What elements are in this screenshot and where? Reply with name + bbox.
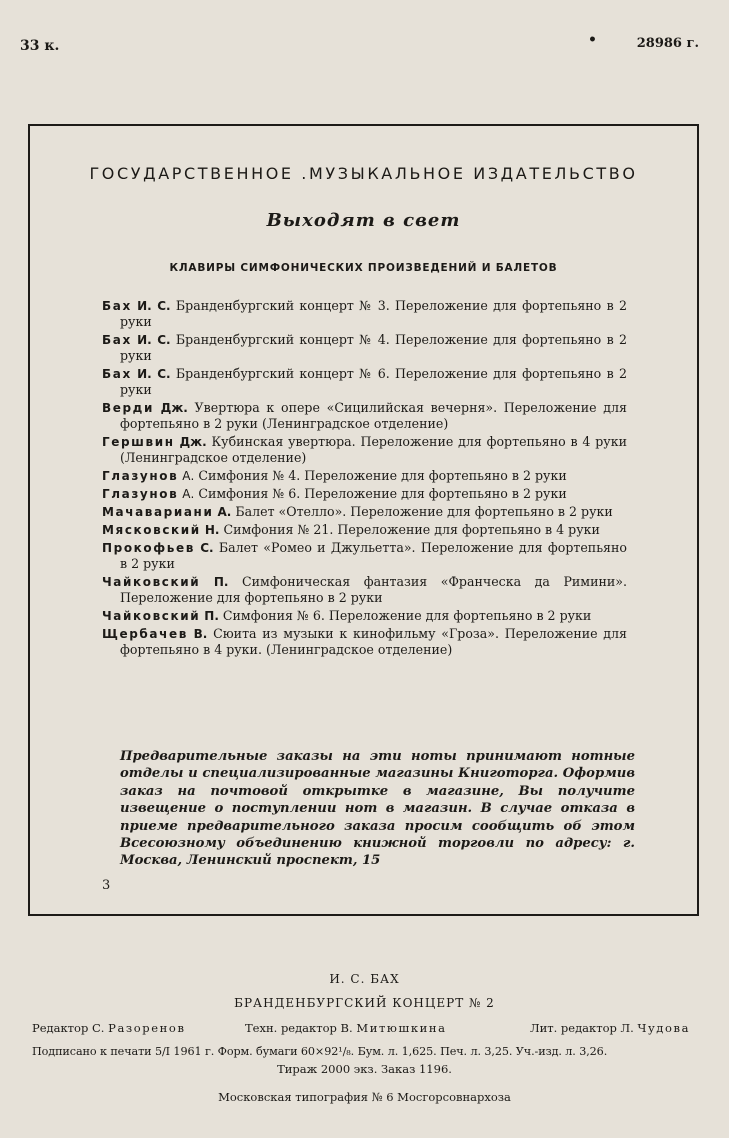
work-description: Бранденбургский концерт № 6. Переложение для фортепьяно в 2 руки <box>120 366 627 397</box>
list-item <box>102 434 627 466</box>
list-item <box>102 574 627 606</box>
imprint-composer: И. С. БАХ <box>329 972 400 986</box>
composer-initials: И. С. <box>137 299 171 313</box>
list-item <box>102 486 627 502</box>
composer-name: Бах <box>102 333 132 347</box>
work-description: Симфония № 6. Переложение для фортепьяно в 2 руки <box>198 486 567 501</box>
tech-editor-initial: В. <box>340 1021 353 1035</box>
composer-name: Гершвин <box>102 435 175 449</box>
composer-name: Бах <box>102 299 132 313</box>
composer-name: Глазунов <box>102 487 179 501</box>
work-description: Симфоническая фантазия «Франческа да Римини». Переложение для фортепьяно в 2 руки <box>120 574 627 605</box>
composer-name: Глазунов <box>102 469 179 483</box>
editor-initial: С. <box>91 1021 105 1035</box>
list-item <box>102 608 627 624</box>
composer-name: Мачавариани <box>102 505 214 519</box>
composer-initials: Дж. <box>179 435 207 449</box>
work-description: Симфония № 6. Переложение для фортепьяно в 2 руки <box>222 608 592 623</box>
lit-editor-name: Чудова <box>637 1021 691 1035</box>
publisher-heading: ГОСУДАРСТВЕННОЕ .МУЗЫКАЛЬНОЕ ИЗДАТЕЛЬСТВО <box>89 164 638 183</box>
composer-name: Прокофьев <box>102 541 195 555</box>
work-description: Симфония № 21. Переложение для фортепьяно в 4 руки <box>223 522 600 537</box>
composer-name: Бах <box>102 367 132 381</box>
work-description: Балет «Ромео и Джульетта». Переложение для фортепьяно в 2 руки <box>120 540 627 571</box>
composer-initials: С. <box>200 541 214 555</box>
composer-initials: И. С. <box>137 367 171 381</box>
works-list <box>102 298 627 660</box>
work-description: Увертюра к опере «Сицилийская вечерня». Переложение для фортепьяно в 2 руки (Ленинградское отделение) <box>120 400 627 431</box>
lit-editor-credit <box>530 1021 690 1035</box>
composer-name: Щербачев <box>102 627 188 641</box>
lit-editor-label: Лит. редактор <box>530 1021 617 1035</box>
preorder-notice: Предварительные заказы на эти ноты принимают нотные отделы и специализированные магазины Книготорга. Оформив заказ на почтовой открытке в магазине, Вы получите извещение о поступлении нот в магазин. В случае отказа в приеме предварительного заказа просим сообщить об этом Всесоюзному объединению книжной торговли по адресу: г. Москва, Ленинский проспект, 15 <box>120 749 635 869</box>
list-item <box>102 400 627 432</box>
composer-initials: П. <box>204 609 219 623</box>
work-description: Симфония № 4. Переложение для фортепьяно в 2 руки <box>198 468 567 483</box>
work-description: Сюита из музыки к кинофильму «Гроза». Переложение для фортепьяно в 4 руки. (Ленинградское отделение) <box>120 626 627 657</box>
page-number: 3 <box>102 878 111 893</box>
list-item <box>102 540 627 572</box>
tech-editor-label: Техн. редактор <box>245 1021 337 1035</box>
print-run: Тираж 2000 экз. Заказ 1196. <box>277 1062 452 1076</box>
editor-credit <box>32 1021 186 1035</box>
composer-name: Чайковский <box>102 575 201 589</box>
composer-initials: А. <box>182 487 195 501</box>
tech-editor-credit <box>245 1021 447 1035</box>
composer-initials: В. <box>193 627 208 641</box>
lit-editor-initial: Л. <box>620 1021 634 1035</box>
list-item <box>102 522 627 538</box>
printer-name: Московская типография № 6 Мосгорсовнархоза <box>218 1090 511 1104</box>
list-item <box>102 298 627 330</box>
composer-initials: А. <box>182 469 195 483</box>
list-item <box>102 468 627 484</box>
imprint-title: БРАНДЕНБУРГСКИЙ КОНЦЕРТ № 2 <box>234 996 495 1010</box>
tech-editor-name: Митюшкина <box>356 1021 447 1035</box>
announcement-frame <box>28 124 699 916</box>
list-item <box>102 504 627 520</box>
work-description: Бранденбургский концерт № 3. Переложение для фортепьяно в 2 руки <box>120 298 627 329</box>
work-description: Бранденбургский концерт № 4. Переложение для фортепьяно в 2 руки <box>120 332 627 363</box>
composer-name: Верди <box>102 401 154 415</box>
list-item <box>102 366 627 398</box>
composer-initials: П. <box>213 575 229 589</box>
work-description: Кубинская увертюра. Переложение для фортепьяно в 4 руки (Ленинградское отделение) <box>120 434 627 465</box>
work-description: Балет «Отелло». Переложение для фортепьяно в 2 руки <box>235 504 613 519</box>
forthcoming-heading: Выходят в свет <box>266 210 461 231</box>
list-item <box>102 332 627 364</box>
composer-name: Чайковский <box>102 609 201 623</box>
order-number: 28986 г. <box>636 36 699 51</box>
section-heading: КЛАВИРЫ СИМФОНИЧЕСКИХ ПРОИЗВЕДЕНИЙ И БАЛЕТОВ <box>169 262 558 274</box>
mark-dot: • <box>588 32 597 48</box>
composer-initials: А. <box>217 505 232 519</box>
editor-name: Разоренов <box>108 1021 186 1035</box>
composer-initials: И. С. <box>137 333 171 347</box>
composer-initials: Н. <box>204 523 220 537</box>
list-item <box>102 626 627 658</box>
composer-name: Мясковский <box>102 523 201 537</box>
print-details: Подписано к печати 5/I 1961 г. Форм. бумаги 60×92¹/₈. Бум. л. 1,625. Печ. л. 3,25. Уч.-изд. л. 3,26. <box>32 1045 608 1058</box>
editor-label: Редактор <box>32 1021 89 1035</box>
catalog-number: 33 к. <box>20 38 60 54</box>
composer-initials: Дж. <box>160 401 188 415</box>
